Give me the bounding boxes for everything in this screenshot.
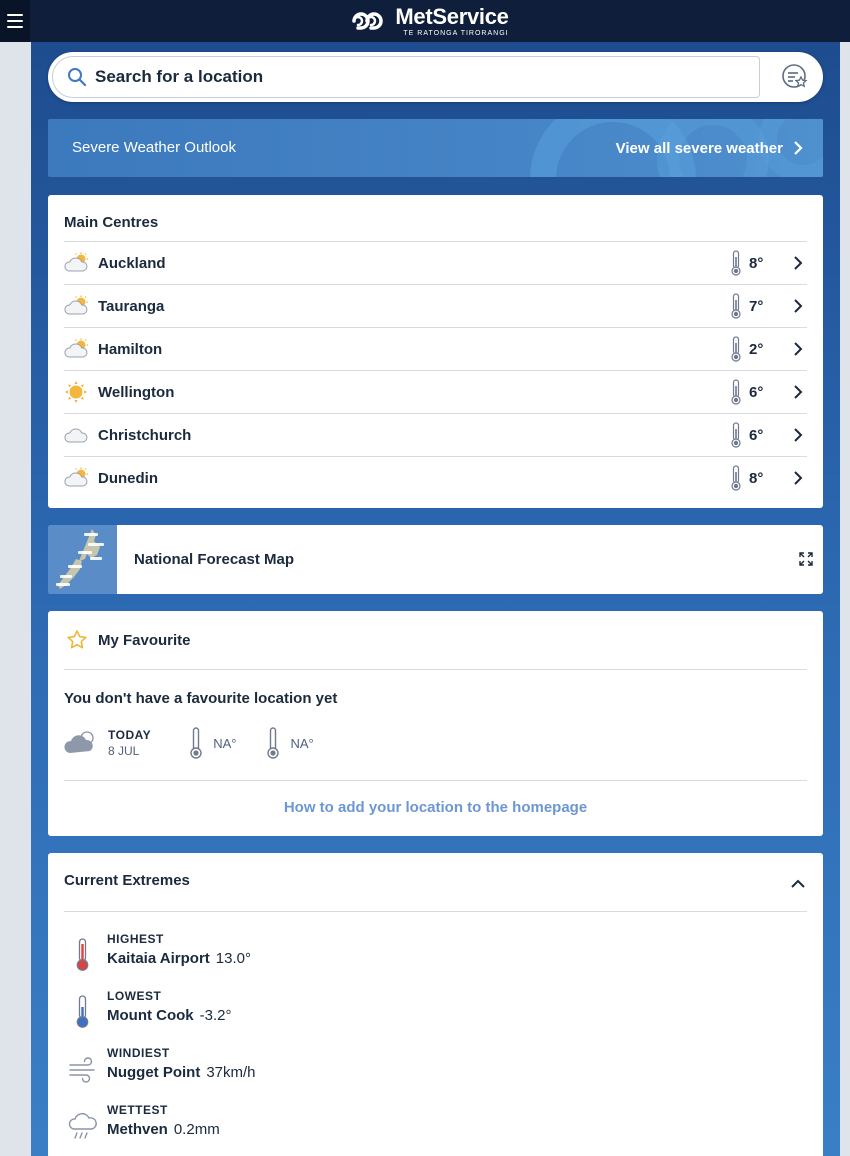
- extremes-title: Current Extremes: [64, 872, 190, 889]
- wind-icon: [68, 1052, 98, 1086]
- extreme-value: 0.2mm: [173, 1121, 220, 1138]
- view-severe-weather-link[interactable]: [616, 119, 803, 177]
- centre-row-dunedin[interactable]: [64, 456, 807, 499]
- severe-weather-label: Severe Weather Outlook: [72, 139, 236, 156]
- centre-name: Christchurch: [98, 426, 192, 444]
- centre-row-auckland[interactable]: [64, 241, 807, 284]
- severe-weather-banner[interactable]: [48, 119, 823, 177]
- extreme-type: LOWEST: [107, 989, 162, 1003]
- chevron-right-icon: [791, 471, 805, 485]
- centre-name: Hamilton: [98, 340, 163, 358]
- partly-cloudy-icon: [64, 467, 90, 489]
- chevron-right-icon: [791, 342, 805, 356]
- my-favourite-card: [48, 611, 823, 836]
- metservice-swirl-icon: [341, 8, 387, 34]
- how-to-add-location-link[interactable]: How to add your location to the homepage: [283, 799, 588, 816]
- centre-name: Tauranga: [98, 297, 165, 315]
- partly-cloudy-icon: [64, 338, 90, 360]
- main-centres-title: Main Centres: [64, 214, 159, 231]
- favourite-title: My Favourite: [98, 631, 191, 649]
- search-input[interactable]: [52, 56, 760, 98]
- centre-name: Wellington: [98, 383, 175, 401]
- extreme-windiest: [68, 1046, 768, 1096]
- divider: [64, 780, 807, 781]
- rain-cloud-icon: [68, 1109, 98, 1143]
- thermometer-icon: [729, 379, 743, 405]
- chevron-right-icon: [793, 141, 803, 155]
- hamburger-menu-button[interactable]: [0, 0, 30, 42]
- thermometer-icon: [729, 250, 743, 276]
- centre-temperature: 7°: [749, 297, 764, 315]
- low-temp-value: NA°: [290, 735, 314, 751]
- expand-icon[interactable]: [799, 552, 813, 566]
- high-temp-value: NA°: [213, 735, 237, 751]
- extreme-lowest: [68, 989, 768, 1039]
- chevron-right-icon: [791, 299, 805, 313]
- star-icon: [66, 629, 88, 651]
- nz-map-image: [48, 525, 117, 594]
- search-icon: [67, 67, 87, 87]
- divider: [64, 669, 807, 670]
- chevron-up-icon[interactable]: [791, 877, 805, 891]
- centre-temperature: 2°: [749, 340, 764, 358]
- partly-cloudy-icon: [64, 295, 90, 317]
- national-forecast-map-card[interactable]: [48, 525, 823, 594]
- list-star-icon: [781, 63, 809, 91]
- thermometer-cold-icon: [68, 995, 98, 1029]
- thermometer-icon: [729, 336, 743, 362]
- extreme-place: Methven: [107, 1121, 168, 1138]
- cloudy-icon: [64, 729, 98, 757]
- centre-row-wellington[interactable]: [64, 370, 807, 413]
- centre-temperature: 8°: [749, 469, 764, 487]
- menu-line: [7, 14, 23, 16]
- search-placeholder: Search for a location: [95, 67, 264, 86]
- menu-line: [7, 26, 23, 28]
- centre-temperature: 8°: [749, 254, 764, 272]
- chevron-right-icon: [791, 428, 805, 442]
- cloud-icon: [64, 424, 90, 446]
- centre-row-tauranga[interactable]: [64, 284, 807, 327]
- current-extremes-card: [48, 853, 823, 1156]
- favourite-locations-button[interactable]: [781, 63, 809, 91]
- extreme-place: Kaitaia Airport: [107, 950, 210, 967]
- thermometer-icon: [266, 726, 280, 760]
- main-centres-card: [48, 195, 823, 508]
- divider: [64, 911, 807, 912]
- thermometer-icon: [729, 293, 743, 319]
- extreme-place: Nugget Point: [107, 1064, 201, 1081]
- centre-row-christchurch[interactable]: [64, 413, 807, 456]
- no-favourite-message: You don't have a favourite location yet: [64, 690, 338, 707]
- extreme-type: WINDIEST: [107, 1046, 170, 1060]
- sun-icon: [64, 381, 90, 403]
- favourite-today-forecast: [64, 726, 314, 760]
- favourite-header: [66, 629, 191, 651]
- partly-cloudy-icon: [64, 252, 90, 274]
- search-bar: [48, 52, 823, 102]
- centre-name: Dunedin: [98, 469, 158, 487]
- thermometer-icon: [729, 422, 743, 448]
- nz-map-thumbnail: [48, 525, 117, 594]
- forecast-date: 8 JUL: [108, 744, 140, 758]
- forecast-day: TODAY: [108, 727, 152, 742]
- centre-temperature: 6°: [749, 426, 764, 444]
- extreme-type: WETTEST: [107, 1103, 168, 1117]
- high-temperature: [189, 726, 236, 760]
- centre-row-hamilton[interactable]: [64, 327, 807, 370]
- extreme-wettest: [68, 1103, 768, 1153]
- thermometer-hot-icon: [68, 938, 98, 972]
- centre-temperature: 6°: [749, 383, 764, 401]
- brand-name: MetService: [395, 3, 509, 29]
- view-severe-weather-label: View all severe weather: [615, 139, 783, 157]
- extreme-value: 37km/h: [206, 1064, 256, 1081]
- low-temperature: [266, 726, 313, 760]
- thermometer-icon: [189, 726, 203, 760]
- extreme-value: -3.2°: [199, 1007, 232, 1024]
- brand-subtitle: TE RATONGA TIRORANGI: [403, 29, 509, 37]
- main-content: [31, 42, 840, 1156]
- extreme-highest: [68, 932, 768, 982]
- top-bar: [0, 0, 850, 42]
- metservice-logo[interactable]: [341, 3, 509, 37]
- extreme-type: HIGHEST: [107, 932, 164, 946]
- chevron-right-icon: [791, 256, 805, 270]
- thermometer-icon: [729, 465, 743, 491]
- extreme-place: Mount Cook: [107, 1007, 194, 1024]
- extreme-value: 13.0°: [215, 950, 251, 967]
- chevron-right-icon: [791, 385, 805, 399]
- centre-name: Auckland: [98, 254, 166, 272]
- forecast-map-title: National Forecast Map: [134, 551, 295, 568]
- menu-line: [7, 20, 23, 22]
